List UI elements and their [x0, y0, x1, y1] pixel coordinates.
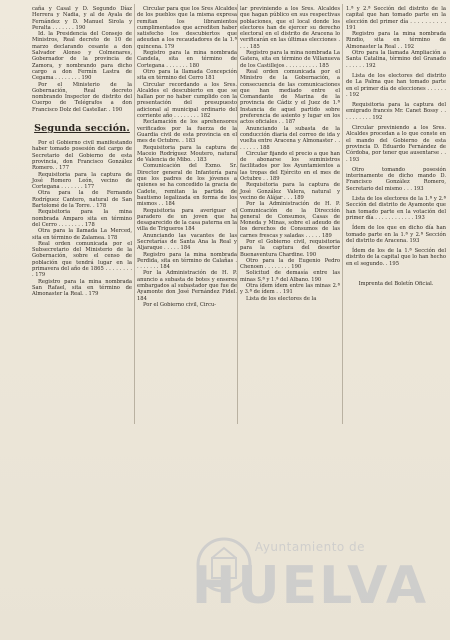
index-entry: Otro para la de Eugenio Pedro Chenoen . . . . . . . . 190	[240, 257, 340, 271]
index-entry: Circular recordando a los Sres. Alcaldes el descubierto en que se hallan por no haber cumplido con la presentación del presupuesto adicional al municipal ordinario del corriente año . . . . . . . . 182	[137, 81, 237, 120]
index-entry: lar previniendo a los Sres. Alcaldes que hagan público en sus respectivas poblaciones, que el local donde los electores han de ejercer su derecho electoral en el distrito de Aracena lo verificarán en las últimas elecciones . . . . 185	[240, 6, 340, 50]
watermark-subtitle: Ayuntamiento de	[254, 540, 366, 554]
index-entry: Real orden comunicada por el Subsecretario del Ministerio de la Gobernación, sobre el censo de población que tendrá lugar en la primavera del año de 1865 . . . . . . . . . 179	[32, 240, 132, 279]
index-entry: Otra para la llamada La Merced, sita en término de Zalamea. 178	[32, 228, 132, 241]
index-entry: Real orden comunicada por el Ministro de la Gobernación, a consecuencia de las comunicaciones que han mediado entre el Comandante de Marina de la provincia de Cádiz y el Juez de 1.ª Instancia de aquel partido sobre preferencia de asiento y lugar en los actos oficiales . . 187	[240, 68, 340, 126]
index-entry: Ídem de los que en dicho día han tomado parte en la 1.ª y 2.ª Sección del distrito de Aracena. 193	[346, 225, 446, 244]
index-entry: Lista de los electores de la 1.ª y 2.ª Sección del distrito de Ayamonte que han tomado parte en la votación del primer día . . . . . . . . . . . . 193	[346, 196, 446, 221]
index-entry: Por el Ministerio de la Gobernación, Real decreto nombrando Inspector de distrito del Cuerpo de Telégrafos a don Francisco Dolz del Castellar. . 190	[32, 81, 132, 113]
index-entry: Solicitud de demasía entre las minas S.ª y 1.ª del Albano. 190	[240, 270, 340, 283]
watermark-title: HUELVA	[191, 556, 429, 616]
index-entry: Registro para la mina nombrada La Gatera, sita en término de Villanueva de los Castillejos . . . . . . . . . . 185	[240, 50, 340, 69]
index-entry: Registro para la mina nombrada Perdida, sita en término de Calañas . . . . . . . . 184	[137, 251, 237, 271]
index-entry: Reclamación de los aprehensores verificados por la fuerza de la Guardia civil de esta provincia en el mes de Octubre. . 183	[137, 119, 237, 145]
index-entry: Requisitoria para la captura de Maceio Rodríguez Moutero, natural de Valencia de Mibo. . 183	[137, 144, 237, 164]
index-entry: Ídem de los de la 1.ª Sección del distrito de la capital que lo han hecho en el segundo. . 195	[346, 248, 446, 267]
column-rule	[342, 4, 343, 424]
index-entry: Registro para la mina nombrada Rindio, sita en término de Almonaster la Real . . 192	[346, 31, 446, 50]
index-entry: Requisitoria para la captura de José Romero León, vecino de Cortegana . . . . . . . 177	[32, 171, 132, 191]
index-entry: Requisitoria para la captura de José González Valera, natural y vecino de Alájar . . . 189	[240, 182, 340, 201]
index-entry: Por el Gobierno civil manifestando haber tomado posesión del cargo de Secretario del Gobierno de esta provincia, don Francisco González Romero. . 177	[32, 140, 132, 172]
index-entry: Requisitoria para la mina nombrada Amparo sita en término del Cerro . . . . . . . . 178	[32, 209, 132, 228]
index-entry: Registro para la mina nombrada San Rafael, sita en término de Almonaster la Real. . 179	[32, 278, 132, 298]
column-rule	[134, 4, 135, 424]
index-entry: Otro tomando posesión interinamente de dicho mando D. Francisco González Romero, Secretario del mismo . . . 193	[346, 166, 446, 192]
index-entry: Por la Administración de H. P. anuncio a subasta de botes y enseres embargados al subastador que fue de Ayamonte don José Fernández Fidel. 184	[137, 270, 237, 302]
index-entry: Lista de los electores del distrito de La Palma que han tomado parte en el primer día de elecciones . . . . . . . 192	[346, 72, 446, 98]
column-1	[32, 6, 132, 297]
printer-footer: Imprenta del Boletín Oficial.	[358, 280, 434, 287]
index-entry: Circular fijando el precio a que han de abonarse los suministros facilitados por los Ayuntamientos a las tropas del Ejército en el mes de Octubre . . 189	[240, 150, 340, 183]
section-heading: Segunda sección.	[34, 123, 130, 135]
index-entry: caña y Casal y D. Segundo Díaz Herrera y Nadia, y al de Ayala de Fernández y D. Manuel Sirola y Peralta . . . . . . . 190	[32, 6, 132, 31]
index-entry: Comunicación del Exmo. Sr. Director general de Infantería para que los padres de los jóvenes a quienes se ha concedido la gracia de Cadete, remitan la partida de bautismo legalizada en forma de los mismos . . 184	[137, 163, 237, 208]
index-entry: Lista de los electores de la	[246, 295, 317, 302]
index-entry: Requisitoria para la captura del emigrado francés Mr. Canet Bossy . . . . . . . . . . 192	[346, 102, 446, 121]
column-rule	[237, 4, 238, 424]
index-entry: Otra para la de Fernando Rodríguez Cantero, natural de San Bartolomé de la Torre. . 178	[32, 190, 132, 210]
column-2	[137, 6, 237, 308]
column-3	[240, 6, 340, 302]
index-entry: Otro para la llamada Ampliación a Santa Catalina, término del Granado . . . . . . 192	[346, 50, 446, 69]
index-entry: Circular previniendo a los Sres. Alcaldes procedan a lo que conste en el mando del Gobierno de esta provincia D. Eduardo Fernández de Córdoba, por tener que ausentarse . . . 193	[346, 125, 446, 163]
index-entry: Anunciando las vacantes de las Secretarías de Santa Ana la Real y Aljaraque . . . . . 184	[137, 232, 237, 252]
archive-watermark	[175, 520, 445, 640]
index-entry: Requisitoria para averiguar el paradero de un joven que ha desaparecido de la casa paterna en la villa de Trigueros 184	[137, 207, 237, 233]
index-entry: Otra ídem ídem entre las minas 2.ª y 3.ª de ídem . . 191	[240, 283, 340, 296]
index-entry: Por la Administración de H. P. Comunicación de la Dirección general de Consumos, Casas de Moneda y Minas, sobre el adeudo de los derechos de Consumos de las carnes frescas y saladas . . . . . 189	[240, 201, 340, 239]
index-entry: 1.ª y 2.ª Sección del distrito de la capital que han tomado parte en la elección del primer día . . . . . . . . . . 191	[346, 6, 446, 31]
index-entry: Otro para la llamada Concepción sita en término del Cerro 181	[137, 68, 237, 82]
index-entry: Id. la Presidencia del Consejo de Ministros, Real decreto de 10 de marzo declarando cesante a don Salvador Alonso y Colmenares, Gobernador de la provincia de Zamora, y nombrando para dicho cargo a don Fermín Lastra de Cegama . . . . . . . . 190	[32, 31, 132, 82]
column-4	[346, 6, 446, 287]
index-entry: Anunciando la subasta de la conducción diaria del correo de ida y vuelta entre Aracena y Almonaster . . . . . . . . 188	[240, 125, 340, 151]
index-entry: Registro para la mina nombrada Candela, sita en término de Cortegana . . . . . . . 180	[137, 50, 237, 69]
index-entry: Por el Gobierno civil, Circu-	[143, 301, 217, 308]
index-entry: Por el Gobierno civil, requisitoria para la captura del desertor Buenaventura Chardine. 190	[240, 238, 340, 258]
index-entry: Circular para que los Sres Alcaldes de los pueblos que la misma expresa remitan los libramientos cumplimentados que acrediten haber satisfecho los descubiertos que adeudan a los recaudadores de la 1.ª quincena. 179	[137, 6, 237, 50]
